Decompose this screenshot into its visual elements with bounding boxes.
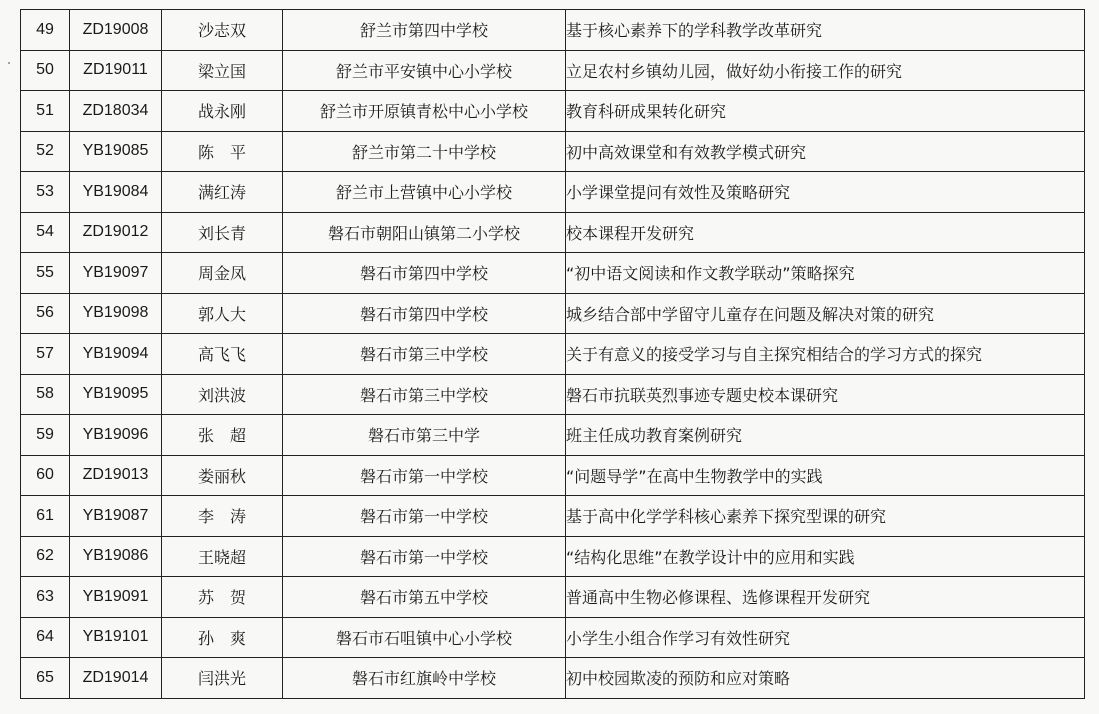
table-row <box>21 172 1085 213</box>
project-code-cell: YB19087 <box>70 496 162 537</box>
school-name-cell: 磐石市第五中学校 <box>283 577 566 618</box>
school-name-cell: 磐石市第三中学 <box>283 415 566 456</box>
school-name-cell: 磐石市第一中学校 <box>283 496 566 537</box>
leader-name-cell: 刘长青 <box>162 212 283 253</box>
project-title-cell: 立足农村乡镇幼儿园，做好幼小衔接工作的研究 <box>566 50 1085 91</box>
row-number-cell: 57 <box>21 334 70 375</box>
project-code-cell: ZD19008 <box>70 10 162 51</box>
leader-name-cell: 陈 平 <box>162 131 283 172</box>
project-code-cell: YB19091 <box>70 577 162 618</box>
leader-name-cell: 郭人大 <box>162 293 283 334</box>
project-title-cell: 基于核心素养下的学科教学改革研究 <box>566 10 1085 51</box>
leader-name-cell: 沙志双 <box>162 10 283 51</box>
table-row <box>21 293 1085 334</box>
table-row <box>21 212 1085 253</box>
project-title-cell: 城乡结合部中学留守儿童存在问题及解决对策的研究 <box>566 293 1085 334</box>
row-number-cell: 64 <box>21 617 70 658</box>
leader-name-cell: 满红涛 <box>162 172 283 213</box>
row-number-cell: 65 <box>21 658 70 699</box>
school-name-cell: 舒兰市平安镇中心小学校 <box>283 50 566 91</box>
leader-name-cell: 苏 贺 <box>162 577 283 618</box>
table-row <box>21 536 1085 577</box>
school-name-cell: 磐石市第三中学校 <box>283 334 566 375</box>
school-name-cell: 磐石市第四中学校 <box>283 253 566 294</box>
leader-name-cell: 周金凤 <box>162 253 283 294</box>
school-name-cell: 磐石市红旗岭中学校 <box>283 658 566 699</box>
row-number-cell: 58 <box>21 374 70 415</box>
project-code-cell: ZD19014 <box>70 658 162 699</box>
school-name-cell: 舒兰市第四中学校 <box>283 10 566 51</box>
scan-speck <box>8 62 10 64</box>
project-title-cell: 教育科研成果转化研究 <box>566 91 1085 132</box>
leader-name-cell: 李 涛 <box>162 496 283 537</box>
leader-name-cell: 张 超 <box>162 415 283 456</box>
project-code-cell: ZD19013 <box>70 455 162 496</box>
school-name-cell: 磐石市第三中学校 <box>283 374 566 415</box>
school-name-cell: 磐石市第一中学校 <box>283 455 566 496</box>
project-title-cell: 基于高中化学学科核心素养下探究型课的研究 <box>566 496 1085 537</box>
project-title-cell: 磐石市抗联英烈事迹专题史校本课研究 <box>566 374 1085 415</box>
table-row <box>21 455 1085 496</box>
school-name-cell: 舒兰市第二十中学校 <box>283 131 566 172</box>
row-number-cell: 59 <box>21 415 70 456</box>
project-title-cell: 小学课堂提问有效性及策略研究 <box>566 172 1085 213</box>
row-number-cell: 63 <box>21 577 70 618</box>
project-code-cell: ZD19012 <box>70 212 162 253</box>
row-number-cell: 61 <box>21 496 70 537</box>
leader-name-cell: 王晓超 <box>162 536 283 577</box>
leader-name-cell: 娄丽秋 <box>162 455 283 496</box>
table-row <box>21 415 1085 456</box>
row-number-cell: 56 <box>21 293 70 334</box>
project-title-cell: “结构化思维”在教学设计中的应用和实践 <box>566 536 1085 577</box>
project-code-cell: YB19097 <box>70 253 162 294</box>
school-name-cell: 磐石市朝阳山镇第二小学校 <box>283 212 566 253</box>
leader-name-cell: 孙 爽 <box>162 617 283 658</box>
table-row <box>21 253 1085 294</box>
school-name-cell: 磐石市石咀镇中心小学校 <box>283 617 566 658</box>
row-number-cell: 54 <box>21 212 70 253</box>
project-code-cell: ZD19011 <box>70 50 162 91</box>
project-title-cell: 校本课程开发研究 <box>566 212 1085 253</box>
project-title-cell: 班主任成功教育案例研究 <box>566 415 1085 456</box>
table-row <box>21 374 1085 415</box>
project-title-cell: 普通高中生物必修课程、选修课程开发研究 <box>566 577 1085 618</box>
project-title-cell: 初中校园欺凌的预防和应对策略 <box>566 658 1085 699</box>
table-row <box>21 91 1085 132</box>
leader-name-cell: 刘洪波 <box>162 374 283 415</box>
leader-name-cell: 梁立国 <box>162 50 283 91</box>
leader-name-cell: 闫洪光 <box>162 658 283 699</box>
project-table-body <box>21 10 1085 699</box>
project-code-cell: ZD18034 <box>70 91 162 132</box>
table-row <box>21 496 1085 537</box>
project-table <box>20 9 1085 699</box>
row-number-cell: 53 <box>21 172 70 213</box>
table-row <box>21 577 1085 618</box>
project-title-cell: “问题导学”在高中生物教学中的实践 <box>566 455 1085 496</box>
project-code-cell: YB19086 <box>70 536 162 577</box>
row-number-cell: 49 <box>21 10 70 51</box>
project-title-cell: 关于有意义的接受学习与自主探究相结合的学习方式的探究 <box>566 334 1085 375</box>
project-code-cell: YB19095 <box>70 374 162 415</box>
table-row <box>21 10 1085 51</box>
row-number-cell: 62 <box>21 536 70 577</box>
table-row <box>21 50 1085 91</box>
table-row <box>21 658 1085 699</box>
row-number-cell: 51 <box>21 91 70 132</box>
row-number-cell: 52 <box>21 131 70 172</box>
table-row <box>21 131 1085 172</box>
table-row <box>21 617 1085 658</box>
table-row <box>21 334 1085 375</box>
school-name-cell: 磐石市第一中学校 <box>283 536 566 577</box>
project-code-cell: YB19094 <box>70 334 162 375</box>
school-name-cell: 舒兰市开原镇青松中心小学校 <box>283 91 566 132</box>
leader-name-cell: 战永刚 <box>162 91 283 132</box>
row-number-cell: 60 <box>21 455 70 496</box>
school-name-cell: 磐石市第四中学校 <box>283 293 566 334</box>
project-code-cell: YB19084 <box>70 172 162 213</box>
project-title-cell: 小学生小组合作学习有效性研究 <box>566 617 1085 658</box>
project-title-cell: 初中高效课堂和有效教学模式研究 <box>566 131 1085 172</box>
school-name-cell: 舒兰市上营镇中心小学校 <box>283 172 566 213</box>
project-code-cell: YB19085 <box>70 131 162 172</box>
leader-name-cell: 高飞飞 <box>162 334 283 375</box>
project-code-cell: YB19101 <box>70 617 162 658</box>
project-title-cell: “初中语文阅读和作文教学联动”策略探究 <box>566 253 1085 294</box>
project-code-cell: YB19098 <box>70 293 162 334</box>
row-number-cell: 55 <box>21 253 70 294</box>
project-code-cell: YB19096 <box>70 415 162 456</box>
row-number-cell: 50 <box>21 50 70 91</box>
